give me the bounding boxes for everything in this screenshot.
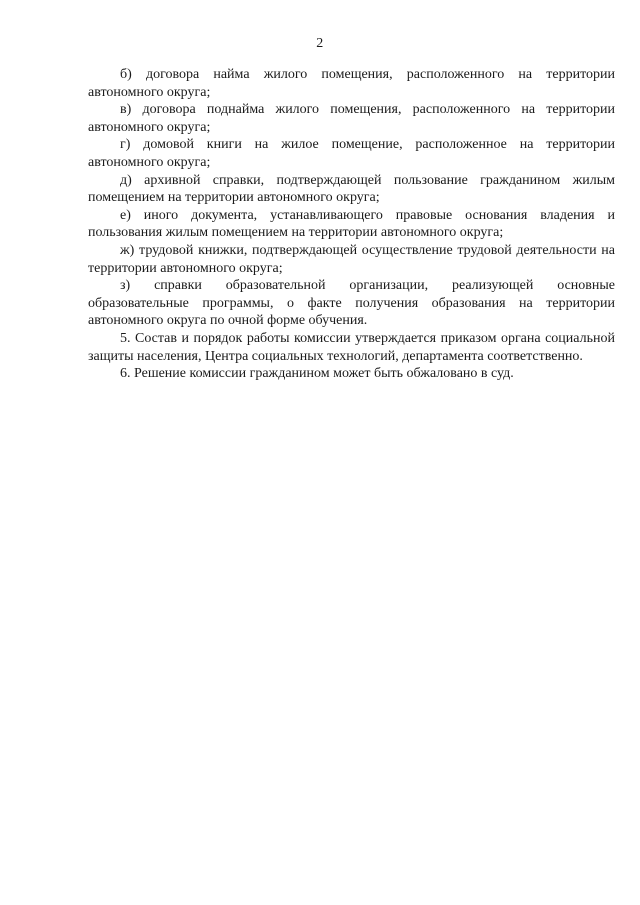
document-body bbox=[88, 66, 615, 383]
paragraph-b: б) договора найма жилого помещения, расположенного на территории автономного округа; bbox=[88, 67, 615, 100]
paragraph-6: 6. Решение комиссии гражданином может быть обжаловано в суд. bbox=[120, 366, 514, 382]
page-number: 2 bbox=[316, 36, 324, 51]
paragraph-5: 5. Состав и порядок работы комиссии утверждается приказом органа социальной защиты населения, Центра социальных технологий, департамента соответственно. bbox=[88, 330, 615, 364]
paragraph-z: з) справки образовательной организации, реализующей основные образовательные программы, о факте получения образования на территории автономного округа по очной форме обучения. bbox=[88, 278, 615, 329]
paragraph-zh: ж) трудовой книжки, подтверждающей осуществление трудовой деятельности на территории автономного округа; bbox=[88, 242, 615, 276]
paragraph-v: в) договора поднайма жилого помещения, расположенного на территории автономного округа; bbox=[88, 102, 615, 135]
paragraph-g: г) домовой книги на жилое помещение, расположенное на территории автономного округа; bbox=[88, 137, 615, 170]
paragraph-e: е) иного документа, устанавливающего правовые основания владения и пользования жилым помещением на территории автономного округа; bbox=[88, 207, 615, 241]
paragraph-d: д) архивной справки, подтверждающей пользование гражданином жилым помещением на территории автономного округа; bbox=[88, 172, 615, 206]
